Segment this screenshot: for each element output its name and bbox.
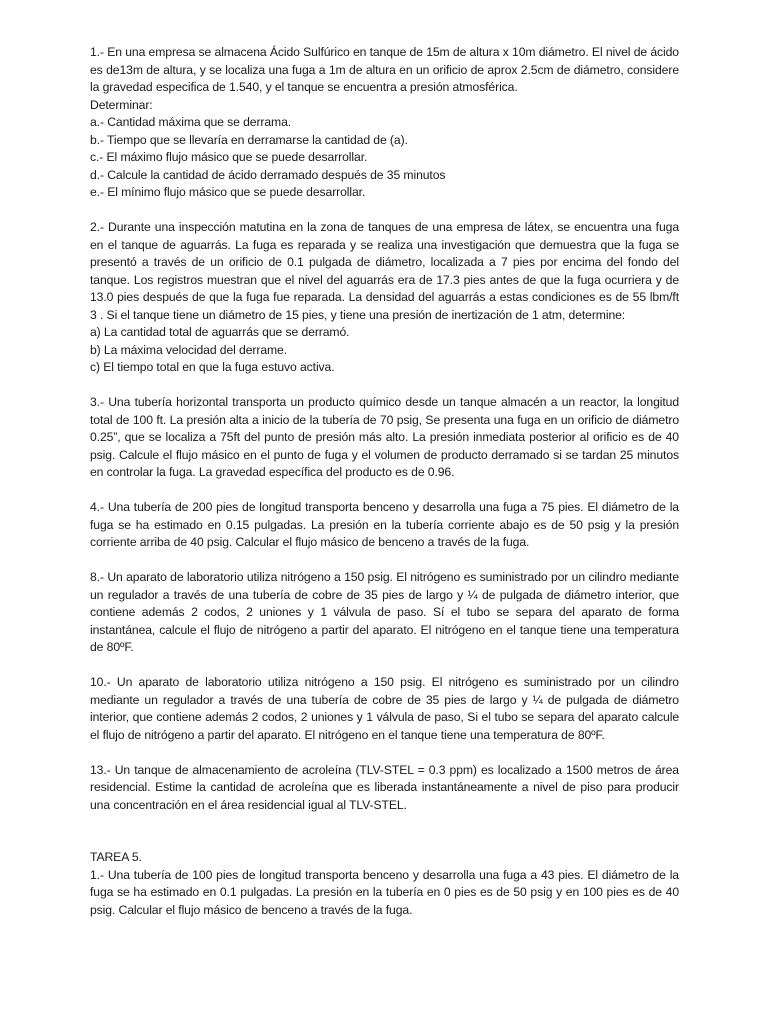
problem-13-statement: 13.- Un tanque de almacenamiento de acroleína (TLV-STEL = 0.3 ppm) es localizado a 1500 metros de área residencial. Estime la cantidad de acroleína que es liberada instantáneamente a nivel de piso para producir una concentración en el área residencial igual al TLV-STEL. — [90, 762, 679, 812]
problem-8-statement: 8.- Un aparato de laboratorio utiliza nitrógeno a 150 psig. El nitrógeno es suministrado por un cilindro mediante un regulador a través de una tubería de cobre de 35 pies de largo y ¼ de pulgada de diámetro interior, que contiene además 2 codos, 2 uniones y 1 válvula de paso. Sí el tubo se separa del aparato de forma instantánea, calcule el flujo de nitrógeno a partir del aparato. El nitrógeno en el tanque tiene una temperatura de 80ºF. — [90, 570, 679, 654]
problem-10-statement: 10.- Un aparato de laboratorio utiliza nitrógeno a 150 psig. El nitrógeno es suministrado por un cilindro mediante un regulador a través de una tubería de cobre de 35 pies de largo y ¼ de pulgada de diámetro interior, que contiene además 2 codos, 2 uniones y 1 válvula de paso, Si el tubo se separa del aparato calcule el flujo de nitrógeno a partir del aparato. El nitrógeno en el tanque tiene una temperatura de 80ºF. — [90, 675, 679, 742]
problem-4-statement: 4.- Una tubería de 200 pies de longitud transporta benceno y desarrolla una fuga a 75 pies. El diámetro de la fuga se ha estimado en 0.15 pulgadas. La presión en la tubería corriente abajo es de 50 psig y la presión corriente arriba de 40 psig. Calcular el flujo másico de benceno a través de la fuga. — [90, 500, 679, 549]
problem-1-item-e: e.- El mínimo flujo másico que se puede desarrollar. — [90, 185, 366, 199]
problem-2-statement: 2.- Durante una inspección matutina en la zona de tanques de una empresa de látex, se encuentra una fuga en el tanque de aguarrás. La fuga es reparada y se realiza una investigación que demuestra que la fuga se presentó a través de un orificio de 0.1 pulgada de diámetro, localizada a 7 pies por encima del fondo del tanque. Los registros muestran que el nivel del aguarrás era de 17.3 pies antes de que la fuga ocurriera y de 13.0 pies después de que la fuga fue reparada. La densidad del aguarrás a estas condiciones es de 55 lbm/ft 3 . Si el tanque tiene un diámetro de 15 pies, y tiene una presión de inertización de 1 atm, determine: — [90, 220, 679, 322]
section-title: TAREA 5. — [90, 850, 142, 864]
problem-1-lead: Determinar: — [90, 97, 153, 112]
problem-13 — [90, 762, 679, 815]
problem-3-statement: 3.- Una tubería horizontal transporta un producto químico desde un tanque almacén a un reactor, la longitud total de 100 ft. La presión alta a inicio de la tubería de 70 psig, Se presenta una fuga en un orificio de diámetro 0.25”, que se localiza a 75ft del punto de presión más alto. La presión inmediata posterior al orificio es de 40 psig. Calcule el flujo másico en el punto de fuga y el volumen de producto derramado si se tardan 25 minutos en controlar la fuga. La gravedad específica del producto es de 0.96. — [90, 395, 679, 479]
problem-1 — [90, 44, 679, 202]
problem-2 — [90, 219, 679, 377]
problem-10 — [90, 674, 679, 744]
document-page — [90, 44, 679, 919]
problem-1-item-a: a.- Cantidad máxima que se derrama. — [90, 115, 292, 129]
tarea-5-problem-1 — [90, 867, 679, 920]
problem-1-item-c: c.- El máximo flujo másico que se puede desarrollar. — [90, 150, 368, 164]
problem-1-statement: 1.- En una empresa se almacena Ácido Sulfúrico en tanque de 15m de altura x 10m diámetro. El nivel de ácido es de13m de altura, y se localiza una fuga a 1m de altura en un orificio de aprox 2.5cm de diámetro, considere la gravedad especifica de 1.540, y el tanque se encuentra a presión atmosférica. — [90, 45, 679, 94]
problem-2-item-a: a) La cantidad total de aguarrás que se derramó. — [90, 325, 350, 339]
problem-1-item-d: d.- Calcule la cantidad de ácido derramado después de 35 minutos — [90, 167, 446, 182]
problem-2-item-c: c) El tiempo total en que la fuga estuvo activa. — [90, 360, 335, 374]
problem-4 — [90, 499, 679, 552]
problem-8 — [90, 569, 679, 657]
problem-3 — [90, 394, 679, 482]
problem-2-item-b: b) La máxima velocidad del derrame. — [90, 342, 288, 357]
problem-1-item-b: b.- Tiempo que se llevaría en derramarse la cantidad de (a). — [90, 132, 408, 147]
tarea-5-problem-1-statement: 1.- Una tubería de 100 pies de longitud transporta benceno y desarrolla una fuga a 43 pies. El diámetro de la fuga se ha estimado en 0.1 pulgadas. La presión en la tubería en 0 pies es de 50 psig y en 100 pies es de 40 psig. Calcular el flujo másico de benceno a través de la fuga. — [90, 867, 679, 917]
